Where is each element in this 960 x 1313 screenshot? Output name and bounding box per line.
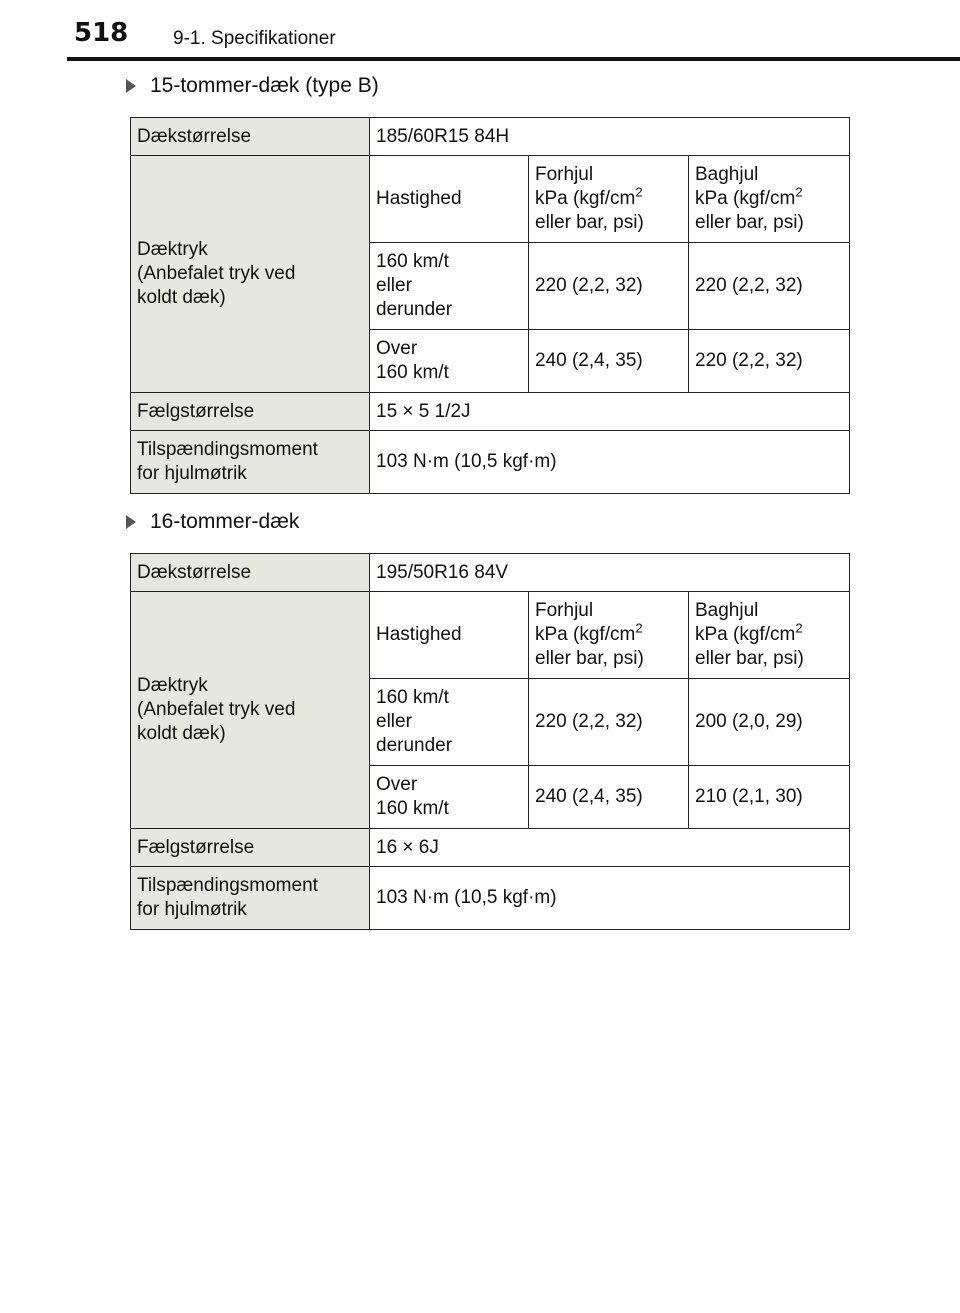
front-header-line: eller bar, psi) bbox=[535, 212, 644, 233]
page-number: 518 bbox=[74, 18, 129, 48]
front-header-line bbox=[535, 620, 682, 647]
rim-size-value: 16 × 6J bbox=[370, 829, 850, 867]
torque-label bbox=[131, 431, 370, 494]
table-row bbox=[131, 554, 850, 592]
table-row bbox=[131, 829, 850, 867]
pressure-label-line: (Anbefalet tryk ved bbox=[137, 699, 296, 720]
table-row bbox=[131, 867, 850, 930]
table-row bbox=[131, 393, 850, 431]
speed-line: derunder bbox=[376, 299, 453, 320]
rear-header-line: Baghjul bbox=[695, 164, 759, 185]
front-header-line: eller bar, psi) bbox=[535, 648, 644, 669]
speed-line: 160 km/t bbox=[376, 798, 449, 819]
superscript: 2 bbox=[635, 184, 643, 200]
speed-cell-low bbox=[370, 243, 529, 330]
tire-pressure-label bbox=[131, 156, 370, 393]
section-title: 9-1. Specifikationer bbox=[173, 28, 336, 49]
front-pressure-over: 240 (2,4, 35) bbox=[529, 766, 689, 829]
superscript: 2 bbox=[795, 184, 803, 200]
front-pressure-low: 220 (2,2, 32) bbox=[529, 679, 689, 766]
tire-size-label: Dækstørrelse bbox=[131, 554, 370, 592]
rear-header-line: Baghjul bbox=[695, 600, 759, 621]
front-pressure-low: 220 (2,2, 32) bbox=[529, 243, 689, 330]
front-header-line bbox=[535, 184, 682, 211]
pressure-label-line: Dæktryk bbox=[137, 239, 208, 260]
heading-text: 15-tommer-dæk (type B) bbox=[150, 74, 379, 97]
speed-header: Hastighed bbox=[370, 592, 529, 679]
torque-label-line: Tilspændingsmoment bbox=[137, 875, 318, 896]
speed-line: Over bbox=[376, 774, 418, 795]
table-row bbox=[131, 592, 850, 679]
speed-cell-low bbox=[370, 679, 529, 766]
table-row bbox=[131, 431, 850, 494]
torque-label-line: for hjulmøtrik bbox=[137, 899, 247, 920]
rear-header-line bbox=[695, 620, 843, 647]
table-heading-16-inch bbox=[126, 510, 299, 534]
torque-label-line: for hjulmøtrik bbox=[137, 463, 247, 484]
speed-line: Over bbox=[376, 338, 418, 359]
superscript: 2 bbox=[635, 620, 643, 636]
tire-size-value: 185/60R15 84H bbox=[370, 118, 850, 156]
rear-pressure-over: 220 (2,2, 32) bbox=[689, 330, 850, 393]
table-row bbox=[131, 118, 850, 156]
front-header-line: Forhjul bbox=[535, 164, 594, 185]
torque-value: 103 N·m (10,5 kgf·m) bbox=[370, 867, 850, 930]
triangle-bullet-icon bbox=[126, 515, 136, 529]
rim-size-label: Fælgstørrelse bbox=[131, 393, 370, 431]
rear-wheel-header bbox=[689, 592, 850, 679]
pressure-label-line: koldt dæk) bbox=[137, 723, 226, 744]
pressure-label-line: (Anbefalet tryk ved bbox=[137, 263, 296, 284]
front-header-unit: kPa (kgf/cm bbox=[535, 188, 636, 209]
rear-pressure-over: 210 (2,1, 30) bbox=[689, 766, 850, 829]
rear-header-line: eller bar, psi) bbox=[695, 648, 804, 669]
speed-line: derunder bbox=[376, 735, 453, 756]
front-header-unit: kPa (kgf/cm bbox=[535, 624, 636, 645]
front-wheel-header bbox=[529, 156, 689, 243]
speed-cell-over bbox=[370, 766, 529, 829]
speed-line: 160 km/t bbox=[376, 362, 449, 383]
table-row bbox=[131, 156, 850, 243]
tire-spec-table-16-inch bbox=[130, 553, 850, 930]
front-wheel-header bbox=[529, 592, 689, 679]
speed-line: 160 km/t bbox=[376, 251, 449, 272]
tire-size-label: Dækstørrelse bbox=[131, 118, 370, 156]
speed-line: eller bbox=[376, 275, 412, 296]
tire-spec-table-15-inch bbox=[130, 117, 850, 494]
superscript: 2 bbox=[795, 620, 803, 636]
speed-line: eller bbox=[376, 711, 412, 732]
header-rule bbox=[67, 57, 960, 61]
rear-header-unit: kPa (kgf/cm bbox=[695, 188, 796, 209]
table-heading-15-inch bbox=[126, 74, 379, 98]
heading-text: 16-tommer-dæk bbox=[150, 510, 300, 533]
torque-label bbox=[131, 867, 370, 930]
front-pressure-over: 240 (2,4, 35) bbox=[529, 330, 689, 393]
speed-line: 160 km/t bbox=[376, 687, 449, 708]
torque-label-line: Tilspændingsmoment bbox=[137, 439, 318, 460]
pressure-label-line: Dæktryk bbox=[137, 675, 208, 696]
pressure-label-line: koldt dæk) bbox=[137, 287, 226, 308]
triangle-bullet-icon bbox=[126, 79, 136, 93]
tire-pressure-label bbox=[131, 592, 370, 829]
tire-size-value: 195/50R16 84V bbox=[370, 554, 850, 592]
rim-size-value: 15 × 5 1/2J bbox=[370, 393, 850, 431]
speed-header: Hastighed bbox=[370, 156, 529, 243]
rear-wheel-header bbox=[689, 156, 850, 243]
rim-size-label: Fælgstørrelse bbox=[131, 829, 370, 867]
rear-header-line: eller bar, psi) bbox=[695, 212, 804, 233]
rear-header-unit: kPa (kgf/cm bbox=[695, 624, 796, 645]
rear-header-line bbox=[695, 184, 843, 211]
rear-pressure-low: 200 (2,0, 29) bbox=[689, 679, 850, 766]
speed-cell-over bbox=[370, 330, 529, 393]
rear-pressure-low: 220 (2,2, 32) bbox=[689, 243, 850, 330]
torque-value: 103 N·m (10,5 kgf·m) bbox=[370, 431, 850, 494]
front-header-line: Forhjul bbox=[535, 600, 594, 621]
